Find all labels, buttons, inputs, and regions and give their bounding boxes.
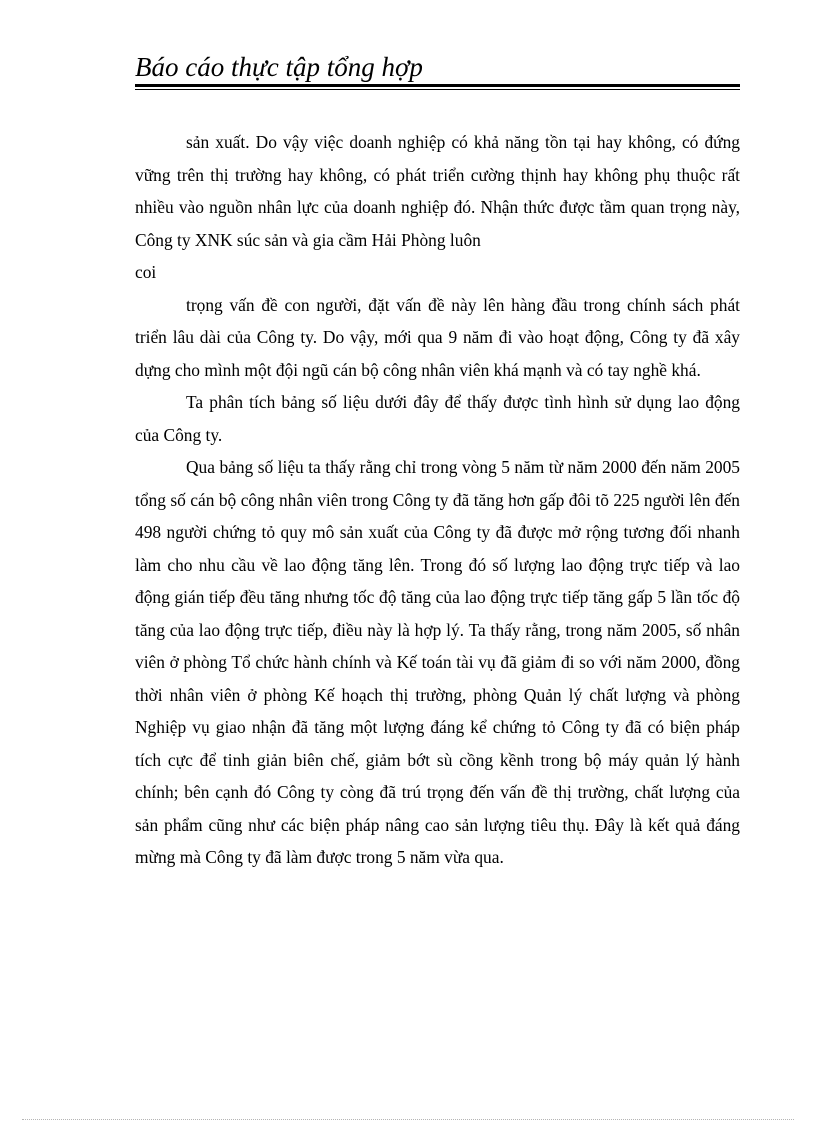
page-bottom-dotted-border: [22, 1119, 794, 1120]
header-rule-thick: [135, 84, 740, 87]
page-header-title: Báo cáo thực tập tổng hợp: [135, 52, 423, 82]
paragraph: Ta phân tích bảng số liệu dưới đây để thấy được tình hình sử dụng lao động của Công ty.: [135, 392, 740, 445]
body-text: [135, 126, 740, 874]
paragraph: Qua bảng số liệu ta thấy rằng chỉ trong vòng 5 năm từ năm 2000 đến năm 2005 tổng số cán bộ công nhân viên trong Công ty đã tăng hơn gấp đôi tõ 225 người lên đến 498 người chứng tỏ quy mô sản xuất của Công ty đã được mở rộng tương đối nhanh làm cho nhu cầu về lao động tăng lên. Trong đó số lượng lao động trực tiếp và lao động gián tiếp đều tăng nhưng tốc độ tăng của lao động trực tiếp tăng gấp 5 lần tốc độ tăng của lao động trực tiếp, điều này là hợp lý. Ta thấy rằng, trong năm 2005, số nhân viên ở phòng Tổ chức hành chính và Kế toán tài vụ đã giảm đi so với năm 2000, đồng thời nhân viên ở phòng Kế hoạch thị trường, phòng Quản lý chất lượng và phòng Nghiệp vụ giao nhận đã tăng một lượng đáng kể chứng tỏ Công ty đã có biện pháp tích cực để tinh giản biên chế, giảm bớt sù cồng kềnh trong bộ máy quản lý hành chính; bên cạnh đó Công ty còng đã trú trọng đến vấn đề thị trường, chất lượng của sản phẩm cũng như các biện pháp nâng cao sản lượng tiêu thụ. Đây là kết quả đáng mừng mà Công ty đã làm được trong 5 năm vừa qua.: [135, 457, 740, 867]
paragraph: coi: [135, 262, 157, 282]
paragraph: sản xuất. Do vậy việc doanh nghiệp có khả năng tồn tại hay không, có đứng vững trên thị trường hay không, có phát triển cường thịnh hay không phụ thuộc rất nhiều vào nguồn nhân lực của doanh nghiệp đó. Nhận thức được tầm quan trọng này, Công ty XNK súc sản và gia cầm Hải Phòng luôn: [135, 132, 740, 250]
paragraph: trọng vấn đề con người, đặt vấn đề này lên hàng đầu trong chính sách phát triển lâu dài của Công ty. Do vậy, mới qua 9 năm đi vào hoạt động, Công ty đã xây dựng cho mình một đội ngũ cán bộ công nhân viên khá mạnh và có tay nghề khá.: [135, 294, 740, 380]
header-rule-thin: [135, 89, 740, 90]
